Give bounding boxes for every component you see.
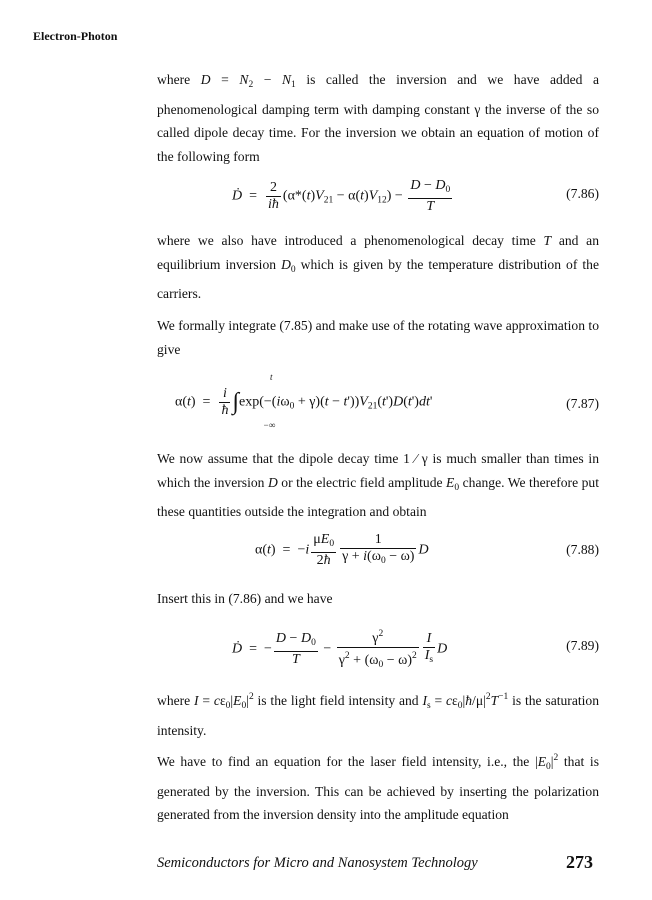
paragraph-inversion-intro: where $D = N_2 - N_1$ is called the inversion and we have added a phenomenological damping term with damping constant γ the inverse of the so called dipole decay time. For the inversion we obtain an equation of motion of the following form <box>157 72 600 164</box>
paragraph-decay-time: where we also have introduced a phenomenological decay time T and an equilibrium inversion $D_0$ which is given by the temperature distribution of the carriers. <box>157 233 599 301</box>
equation-7-88: α(t) = −i $\frac{\mu E_0}{2ħ}$ $\frac{1}{\gamma + i(\omega_0 - \omega)}$ D (7.88) <box>255 532 599 568</box>
paragraph-intensity: where $I = c\varepsilon_0|E_0|^2$ is the light field intensity and $I_s$ = $c\varepsilon_0|ħ/\mu|^2T^{-1}$ is the saturation intensity. <box>157 692 600 738</box>
equation-7-87: t α(t) = $\frac{i}{ħ}$ $\int\exp(-(i\omega_0 + \gamma)(t - t'))V_{21}(t')D(t')dt'$ −∞ (7.87) <box>175 372 599 430</box>
equation-7-89: Ḋ = − $\frac{D - D_0}{T}$ − $\frac{\gamma^2}{\gamma^2 + (\omega_0 - \omega)^2}$ $\frac{I}{I_s}$ D (7.89) <box>157 622 599 670</box>
paragraph-insert: Insert this in (7.86) and we have <box>157 591 333 606</box>
equation-number: (7.87) <box>566 396 599 411</box>
running-head: Electron-Photon <box>33 29 118 43</box>
paragraph-laser-field: We have to find an equation for the laser field intensity, i.e., the $|E_0|^2$ that is generated by the inversion. This can be achieved by inserting the polarization generated from the inversion density into the amplitude equation <box>157 753 599 822</box>
page-number: 273 <box>566 852 593 872</box>
equation-7-86: Ḋ = $\frac{2}{iħ}$ $(\alpha*(t)V_{21} - \alpha(t)V_{12})$ − $\frac{D - D_0}{T}$ (7.86) <box>232 178 599 214</box>
equation-number: (7.88) <box>566 542 599 557</box>
footer-book-title: Semiconductors for Micro and Nanosystem Technology <box>157 855 478 871</box>
paragraph-integrate: We formally integrate (7.85) and make use of the rotating wave approximation to give <box>157 318 599 357</box>
equation-number: (7.89) <box>566 638 599 653</box>
equation-number: (7.86) <box>566 186 599 201</box>
paragraph-assumption: We now assume that the dipole decay time 1 ⁄ γ is much smaller than times in which the inversion D or the electric field amplitude $E_0$ change. We therefore put these quantities outside the integration and obtain <box>157 451 600 519</box>
